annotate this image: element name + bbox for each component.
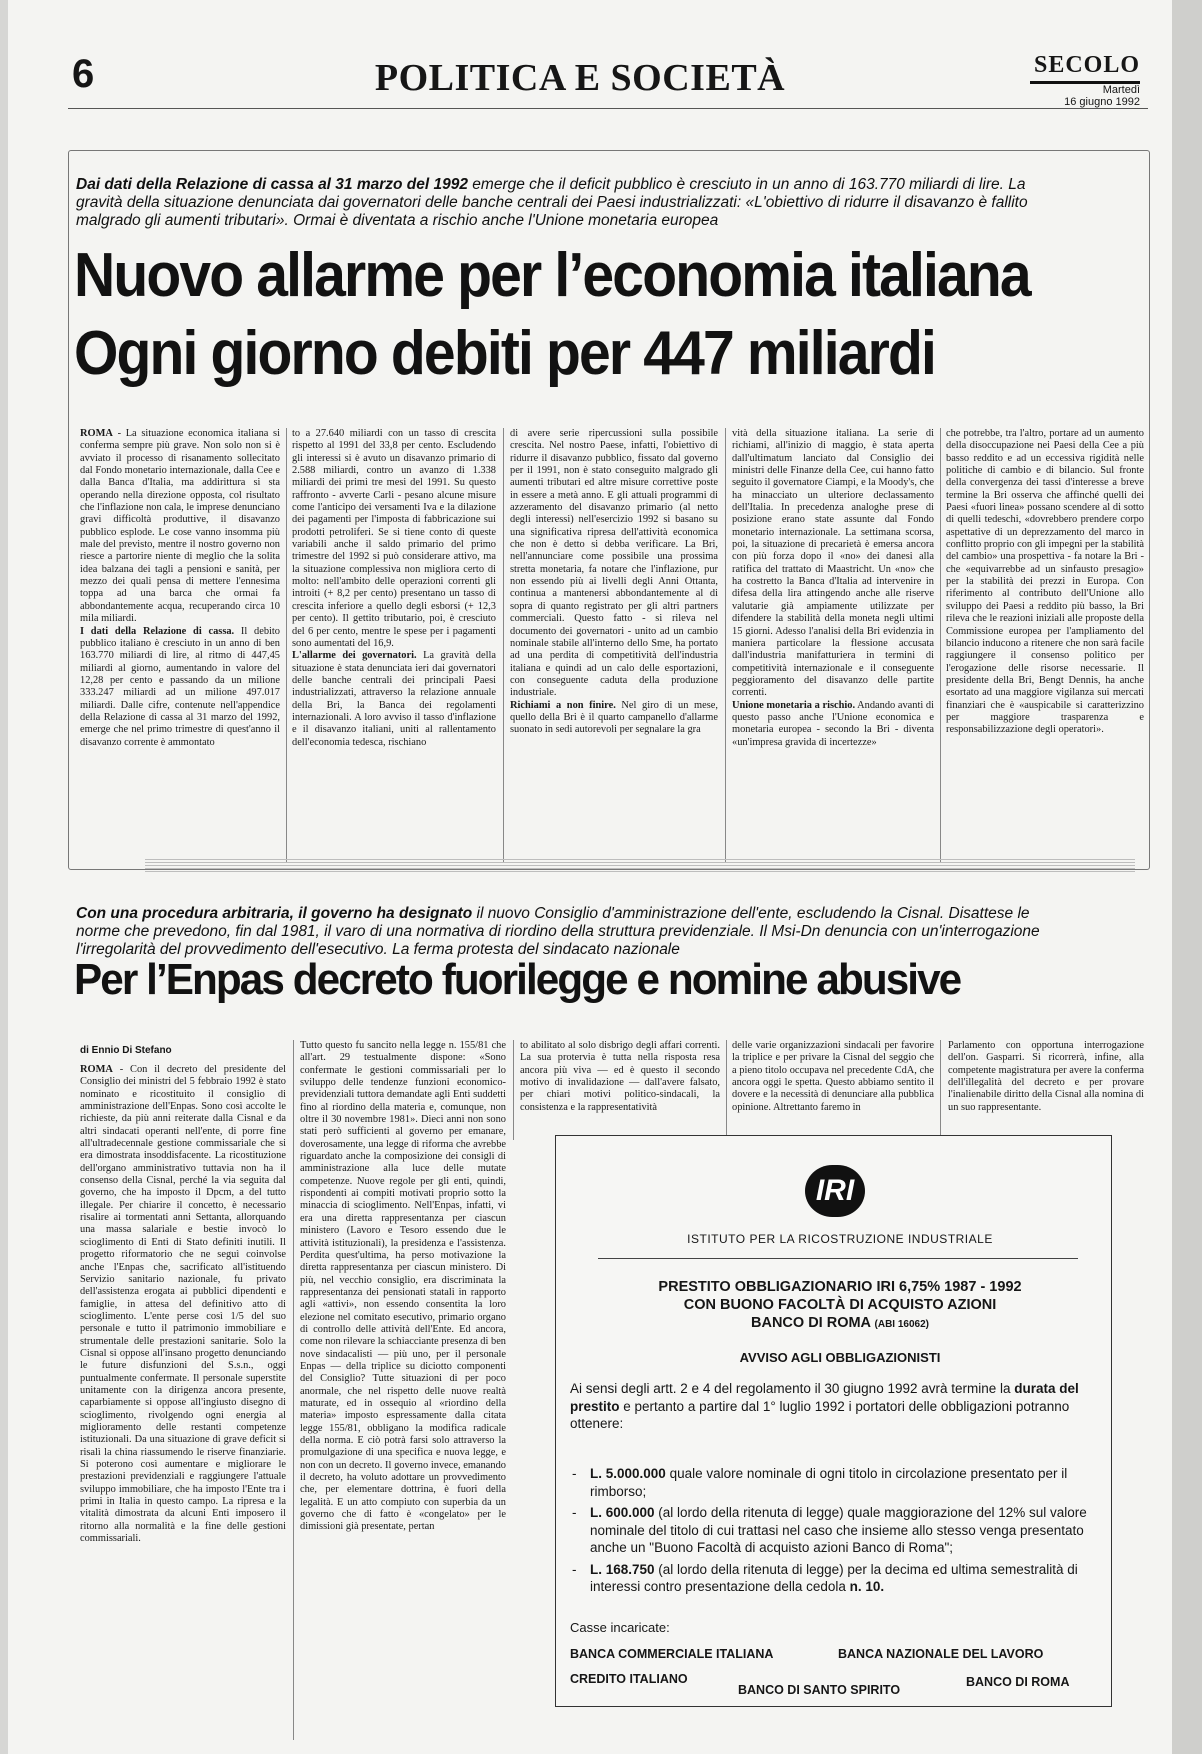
article1-column-1: ROMA - La situazione economica italiana si conferma sempre più grave. Non solo non si è avviato il processo di risanamento sollecitato dal Fondo monetario internazionale, dalla Cee e dalla Banca d'Italia, ma addirittura si sta operando nella direzione opposta, col risultato che l'inflazione non cala, le imprese denunciano gravi difficoltà produttive, il disavanzo pubblico esplode. Le cose vanno insomma più male del previsto, mentre il nostro governo non riesce a partorire niente di meglio che la solita idea balzana dei tagli a pensioni e sanità, per mezzo dei quali pensa di mettere l'ennesima toppa ad una barca che ormai fa abbondantemente acqua, recuperando circa 10 mila miliardi. I dati della Relazione di cassa. Il debito pubblico italiano è cresciuto in un anno di ben 163.770 miliardi di lire, al ritmo di 447,45 miliardi al giorno, aumentando in valore del 12,28 per cento e passando da un milione 333.247 miliardi ad un milione 497.017 miliardi. Dalle cifre, contenute nell'appendice della Relazione di cassa al 31 marzo del 1992, emerge che nel primo trimestre di quest'anno il disavanzo corrente è ammontato (80, 428, 280, 748)
article1-column-5: che potrebbe, tra l'altro, portare ad un aumento della disoccupazione nei Paesi della Cee a più basso reddito e ad un eccessiva rigidità nelle politiche di cambio e di bilancio. Sul fronte della convergenza dei tassi d'interesse a breve termine la Bri osserva che affinché quelli dei Paesi «fuori linea» possano scendere al di sotto di quelli tedeschi, «dovrebbero prendere corpo aspettative di un deprezzamento del marco in conflitto proprio con gli impegni per la stabilità del cambio» una prospettiva - fa notare la Bri - che «equivarrebbe ad un sinfausto presagio» per la stabilità dei prezzi in Europa. Con riferimento al contributo dell'Unione allo sviluppo dei Paesi a reddito più basso, la Bri rileva che le reazioni iniziali alle proposte della Commissione europea per l'ampliamento del bilancio inducono a ritenere che non sarà facile raggiungere il consenso politico per l'erogazione delle risorse necessarie. Il presidente della Bri, Bengt Dennis, ha anche esortato ad una maggiore vigilanza sui mercati finanziari che è «auspicabile si caratterizzino per maggiore trasparenza e responsabilizzazione degli operatori». (946, 428, 1144, 736)
article1-column-3: di avere serie ripercussioni sulla possibile crescita. Nel nostro Paese, infatti, l'obiettivo di ridurre il disavanzo pubblico, fissato dal governo per il 1991, non è stato conseguito malgrado gli aumenti tributari ed altre misure correttive poste in essere a metà anno. E gli attuali programmi di azzeramento del disavanzo primario (al netto degli interessi) nell'esercizio 1992 si basano su una significativa ripresa dell'attività economica che non è detto si debba verificare. La Bri, nell'annunciare come possibile una prossima stretta monetaria, fa notare che l'inflazione, pur non essendo più ai livelli degli Anni Ottanta, continua a mantenersi abbondantemente al di sopra di quanto registrato per gli altri partners commerciali. Questo fatto - si rileva nel documento dei governatori - unito ad un cambio nominale stabile all'interno dello Sme, ha portato ad una perdita di competitività dell'industria italiana e quindi ad un calo delle esportazioni, con conseguente caduta della produzione industriale. Richiami a non finire. Nel giro di un mese, quello della Bri è il quarto campanello d'allarme suonato in sedi autorevoli per segnalare la gra (510, 428, 718, 736)
article2-kicker: Con una procedura arbitraria, il governo ha designato il nuovo Consiglio d'amministrazione dell'ente, escludendo la Cisnal. Disattese le norme che prevedono, fin dal 1981, il varo di una normativa di riordino della struttura previdenziale. Il Msi-Dn denuncia con un'interrogazione l'irregolarità del provvedimento dell'esecutivo. La ferma protesta del sindacato nazionale (76, 905, 1040, 958)
ad-body-text: Ai sensi degli artt. 2 e 4 del regolamento il 30 giugno 1992 avrà termine la durata del prestito e pertanto a partire dal 1° luglio 1992 i portatori delle obbligazioni potranno ottenere: (570, 1381, 1079, 1431)
byline: di Ennio Di Stefano (80, 1045, 172, 1056)
article2-column-2: Tutto questo fu sancito nella legge n. 155/81 che all'art. 29 testualmente dispone: «Sono confermate le gestioni commissariali per lo sviluppo delle tendenze funzioni economico-previdenziali tuttora demandate agli Enti suddetti fino al riordino della materia e, comunque, non oltre il 30 novembre 1981». Dieci anni non sono stati però sufficienti al governo per emanare, doverosamente, una legge di riforma che avrebbe riguardato anche la composizione dei consigli di amministrazione alla luce delle mutate competenze. Nuove regole per gli enti, quindi, rispondenti ai compiti motivati proprio sotto la minaccia di scioglimento. Nell'Enpas, infatti, vi era una diretta rappresentanza per ciascun ministero (Lavoro e Tesoro essendo due le attività istituzionali), la presidenza e l'assistenza. Perdita quest'ultima, ha perso motivazione la diretta rappresentanza per ciascun ministero. Di più, nel vecchio consiglio, era discriminata la rappresentanza dei pensionati statali in rapporto agli «attivi», non essendo consentita la loro elezione nel comitato esecutivo, primario organo di controllo delle attività dell'Ente. Ed ancora, come non rilevare la schiacciante presenza di ben nove sindacalisti — più uno, per il personale Enpas — della triplice su diciotto componenti del Consiglio? Tutte situazioni di per poco anormale, che nel rispetto delle nuove realtà maturate, ed in ossequio al «riordino della materia» imposto espressamente dalla citata legge 155/81, obbligano la modifica radicale della norma. E ciò potrà farsi solo attraverso la promulgazione di una specifica e nuova legge, e non con un decreto. Il governo invece, emanando il decreto, ha voluto adottare un provvedimento che, per elementare dottrina, è fuori della legalità. E un atto compiuto con superbia da un governo che di fatto è «congelato» per le dimissioni già presentate, pertan (300, 1040, 506, 1533)
paying-banks-label: Casse incaricate: (570, 1620, 670, 1635)
page-edge-left (0, 0, 8, 1754)
bank-name: BANCO DI SANTO SPIRITO (738, 1683, 901, 1697)
article1-headline-line2: Ogni giorno debiti per 447 miliardi (74, 319, 936, 388)
article2-column-5: Parlamento con opportuna interrogazione dell'on. Gasparri. Si ricorrerà, infine, alla competente magistratura per avere la conferma dell'illegalità del decreto e per provare l'inalienabile diritto della Cisnal alla nomina di un suo rappresentante. (948, 1040, 1144, 1113)
column-divider (513, 1040, 514, 1140)
ad-notice-heading: AVVISO AGLI OBBLIGAZIONISTI (739, 1350, 941, 1365)
article2-column-1: ROMA - Con il decreto del presidente del Consiglio dei ministri del 5 febbraio 1992 è stato nominato e ricostituito il consiglio di amministrazione dell'Enpas. Sono così accolte le richieste, da più anni reiterate dalla Cisnal e da altri sindacati operanti nell'ente, di porre fine all'ultradecennale gestione commissariale che si era dimostrata insoddisfacente. La ricostituzione dell'organo amministrativo tuttavia non ha il consenso della Cisnal, perché la via seguita dal governo, che ha imposto il Dpcm, a del tutto illegale. Per chiarire il concetto, è necessario risalire ai tormentati anni Settanta, allorquando una massa salariale e bestie invocò lo scioglimento di Enti di Stato definiti inutili. Il progetto riformatorio che ne seguì coinvolse anche l'Enpas che, sacrificato all'istituendo Servizio sanitario nazionale, fu privato dell'assistenza erogata ai pubblici dipendenti e famiglie, in attesa del definitivo atto di scioglimento. L'ente perse così 1/5 del suo personale e tutto il patrimonio immobiliare e strumentale delle prestazioni sanitarie. Solo la Cisnal si oppose all'insano progetto denunciando le future disfunzioni del S.s.n., oggi puntualmente confermate. Il personale superstite unitamente con la dirigenza ancora presente, caparbiamente si oppose all'ingiusto disegno di scioglimento, rivolgendo ogni energia al miglioramento delle restanti competenze istituzionali. Da una situazione di grave deficit si risalì la china riassumendo le riserve finanziarie. Si poterono così aumentare e migliorare le prestazioni previdenziali e raggiungere l'attuale sviluppo immobiliare, che ha imposto l'Ente tra i primi in Italia in questo campo. La ripresa e la vitalità dimostrata da alcuni Enti imposero il ritorno alla normalità e la fine delle gestioni commissariali. (80, 1064, 286, 1545)
issue-day: Martedì (1102, 84, 1140, 96)
ad-title-line1: PRESTITO OBBLIGAZIONARIO IRI 6,75% 1987 - 1992 (658, 1279, 1022, 1295)
ad-payment-list (570, 1465, 1095, 1600)
article1-column-4: vità della situazione italiana. La serie di richiami, all'inizio di maggio, è stata aperta dall'ultimatum lanciato dal Consiglio dei ministri delle Finanze della Cee, cui hanno fatto seguito il governatore Ciampi, e la Moody's, che ha minacciato un ulteriore declassamento dell'Italia. In precedenza analoghe prese di posizione erano state assunte dal Fondo monetario internazionale. La settimana scorsa, poi, la situazione di precarietà è emersa ancora con più forza dopo il «no» dei danesi alla ratifica del trattato di Maastricht. Un «no» che ha costretto la Banca d'Italia ad intervenire in difesa della lira attingendo anche alle riserve valutarie già ampiamente utilizzate per difendere la stabilità della moneta negli ultimi 15 giorni. Adesso l'analisi della Bri evidenzia in maniera particolare la flessione accusata dall'industria manifatturiera in termini di competitività internazionale e il conseguente peggioramento del disavanzo delle partite correnti. Unione monetaria a rischio. Andando avanti di questo passo anche l'Unione economica e monetaria europea - secondo la Bri - diventa «un'impresa gravida di incertezze» (732, 428, 934, 748)
column-divider (940, 428, 941, 862)
bank-name: BANCA COMMERCIALE ITALIANA (570, 1647, 774, 1661)
column-divider (726, 1040, 727, 1140)
bank-name: BANCA NAZIONALE DEL LAVORO (838, 1647, 1044, 1661)
issue-date: 16 giugno 1992 (1064, 96, 1140, 108)
column-divider (725, 428, 726, 862)
page-number: 6 (72, 52, 95, 96)
article2-headline: Per l’Enpas decreto fuorilegge e nomine abusive (74, 955, 961, 1004)
masthead (1030, 52, 1140, 108)
header-rule (68, 108, 1148, 109)
iri-logo: IRI (805, 1165, 865, 1217)
ad-title-line3: BANCO DI ROMA (ABI 16062) (751, 1315, 929, 1331)
column-divider (503, 428, 504, 862)
article2-column-3: to abilitato al solo disbrigo degli affari correnti. La sua protervia è tutta nella risposta resa ancora più viva — ed è questo il secondo motivo di invalidazione — dall'avere falsato, per chiari motivi politico-sindacali, la consistenza e la rappresentatività (520, 1040, 720, 1113)
article1-headline-line1: Nuovo allarme per l’economia italiana (74, 241, 1030, 310)
article2-column-4: delle varie organizzazioni sindacali per favorire la triplice e per privare la Cisnal del seggio che a pieno titolo occupava nel precedente CdA, che ancora oggi le spetta. Questo abbiamo sentito il dovere e la necessità di denunciare alla pubblica opinione. Altrettanto faremo in (732, 1040, 934, 1113)
section-title: POLITICA E SOCIETÀ (374, 57, 786, 99)
column-divider (293, 1040, 294, 1740)
page-edge-right (1172, 0, 1202, 1754)
list-item: - L. 5.000.000 quale valore nominale di ogni titolo in circolazione presentato per il rimborso; (570, 1465, 1095, 1500)
ad-title-line2: CON BUONO FACOLTÀ DI ACQUISTO AZIONI (683, 1297, 997, 1313)
list-item: - L. 168.750 (al lordo della ritenuta di legge) per la decima ed ultima semestralità di interessi contro presentazione della cedola n. 10. (570, 1561, 1095, 1596)
iri-organization-name: ISTITUTO PER LA RICOSTRUZIONE INDUSTRIALE (687, 1232, 993, 1246)
bank-name: BANCO DI ROMA (966, 1675, 1070, 1689)
article1-column-2: to a 27.640 miliardi con un tasso di crescita rispetto al 1991 del 33,8 per cento. Escludendo gli interessi si è avuto un disavanzo primario di 2.588 miliardi, contro un avanzo di 1.338 miliardi dei primi tre mesi del 1991. Su questo raffronto - avverte Carli - pesano alcune misure come l'anticipo dei versamenti Iva e la dilazione dei pagamenti per l'imposta di fabbricazione sui prodotti petroliferi. Se si tiene conto di queste variabili anche il saldo primario del primo trimestre del 1992 si può considerare attivo, ma la situazione complessiva non migliora certo di molto: nell'ambito delle operazioni correnti gli introiti (+ 8,2 per cento) presentano un tasso di crescita inferiore a quello degli esborsi (+ 12,3 per cento). Il gettito tributario, poi, è cresciuto del 6 per cento, mentre le spese per i pagamenti sono aumentati del 16,9. L'allarme dei governatori. La gravità della situazione è stata denunciata ieri dai governatori delle banche centrali dei principali Paesi industrializzati, attraverso la relazione annuale della Bri, la Banca dei regolamenti internazionali. A loro avviso il tasso d'inflazione e il disavanzo italiani, uniti al rallentamento dell'economia tedesca, rischiano (292, 428, 496, 748)
bank-name: CREDITO ITALIANO (570, 1672, 688, 1686)
column-divider (286, 428, 287, 862)
newspaper-logo: SECOLO (1030, 52, 1140, 84)
column-divider (940, 1040, 941, 1140)
separator-band (145, 858, 1135, 872)
ad-rule (598, 1258, 1078, 1259)
list-item: - L. 600.000 (al lordo della ritenuta di legge) quale maggiorazione del 12% sul valore nominale del titolo di cui trattasi nel caso che insieme allo stesso venga presentato anche un "Buono Facoltà di acquisto azioni Banco di Roma"; (570, 1504, 1095, 1557)
article1-kicker: Dai dati della Relazione di cassa al 31 marzo del 1992 emerge che il deficit pubblico è cresciuto in un anno di 163.770 miliardi di lire. La gravità della situazione denunciata dai governatori delle banche centrali dei Paesi industrializzati: «L'obiettivo di ridurre il disavanzo è fallito malgrado gli aumenti tributari». Ormai è diventata a rischio anche l'Unione monetaria europea (76, 176, 1028, 229)
